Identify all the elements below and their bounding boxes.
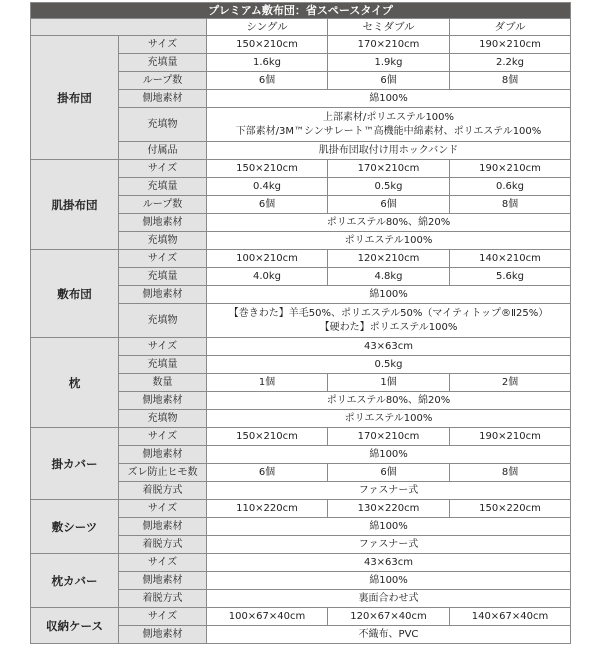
- column-header-double: ダブル: [450, 19, 571, 36]
- table-row: [31, 500, 571, 518]
- value-cell: 0.4kg: [207, 178, 328, 196]
- value-cell: 綿100%: [207, 518, 571, 536]
- value-cell: 8個: [450, 464, 571, 482]
- row-label: サイズ: [119, 500, 207, 518]
- value-cell: 綿100%: [207, 90, 571, 108]
- title-row: [31, 3, 571, 19]
- value-cell: 100×67×40cm: [207, 608, 328, 626]
- row-label: 充填量: [119, 356, 207, 374]
- value-cell: 190×210cm: [450, 428, 571, 446]
- row-label: 着脱方式: [119, 536, 207, 554]
- row-label: 側地素材: [119, 214, 207, 232]
- value-cell: 0.6kg: [450, 178, 571, 196]
- value-cell: 170×210cm: [328, 428, 450, 446]
- row-label: 着脱方式: [119, 482, 207, 500]
- value-cell: 綿100%: [207, 572, 571, 590]
- value-cell: 43×63cm: [207, 338, 571, 356]
- spec-table-body: [31, 3, 571, 644]
- value-cell: 130×220cm: [328, 500, 450, 518]
- value-cell: 1個: [328, 374, 450, 392]
- row-label: 充填物: [119, 108, 207, 142]
- value-cell: 120×67×40cm: [328, 608, 450, 626]
- row-label: 充填量: [119, 268, 207, 286]
- value-cell: 0.5kg: [207, 356, 571, 374]
- value-cell: 170×210cm: [328, 36, 450, 54]
- value-cell: 110×220cm: [207, 500, 328, 518]
- row-label: 着脱方式: [119, 590, 207, 608]
- value-cell: 150×210cm: [207, 36, 328, 54]
- column-header-single: シングル: [207, 19, 328, 36]
- table-title: プレミアム敷布団：省スペースタイプ: [31, 3, 571, 19]
- value-cell: 綿100%: [207, 286, 571, 304]
- row-label: サイズ: [119, 554, 207, 572]
- value-cell: 120×210cm: [328, 250, 450, 268]
- row-label: 充填量: [119, 54, 207, 72]
- header-corner: [31, 19, 207, 36]
- row-label: サイズ: [119, 428, 207, 446]
- value-cell: 1.6kg: [207, 54, 328, 72]
- row-label: 側地素材: [119, 286, 207, 304]
- value-cell: 8個: [450, 196, 571, 214]
- value-cell: 6個: [328, 196, 450, 214]
- value-cell: 裏面合わせ式: [207, 590, 571, 608]
- row-label: 側地素材: [119, 572, 207, 590]
- row-label: ズレ防止ヒモ数: [119, 464, 207, 482]
- value-cell: 140×210cm: [450, 250, 571, 268]
- row-label: 側地素材: [119, 518, 207, 536]
- table-row: [31, 428, 571, 446]
- table-row: [31, 608, 571, 626]
- value-cell: 140×67×40cm: [450, 608, 571, 626]
- table-row: [31, 250, 571, 268]
- value-cell: 6個: [328, 72, 450, 90]
- spec-table: [30, 2, 571, 644]
- column-header-row: [31, 19, 571, 36]
- table-row: [31, 160, 571, 178]
- row-label: 側地素材: [119, 626, 207, 644]
- category-cell: 肌掛布団: [31, 160, 119, 250]
- value-cell: 190×210cm: [450, 36, 571, 54]
- row-label: ループ数: [119, 196, 207, 214]
- category-cell: 枕: [31, 338, 119, 428]
- row-label: サイズ: [119, 608, 207, 626]
- value-cell: 6個: [328, 464, 450, 482]
- table-row: [31, 338, 571, 356]
- value-cell: 1個: [207, 374, 328, 392]
- row-label: ループ数: [119, 72, 207, 90]
- value-cell: 6個: [207, 72, 328, 90]
- value-cell: 不織布、PVC: [207, 626, 571, 644]
- value-cell: 6個: [207, 464, 328, 482]
- value-cell: 5.6kg: [450, 268, 571, 286]
- value-cell: 150×210cm: [207, 428, 328, 446]
- category-cell: 敷布団: [31, 250, 119, 338]
- column-header-semi-double: セミダブル: [328, 19, 450, 36]
- value-cell: 上部素材/ポリエステル100% 下部素材/3M™シンサレート™高機能中綿素材、ポリエステル100%: [207, 108, 571, 142]
- row-label: 付属品: [119, 142, 207, 160]
- value-cell: 6個: [207, 196, 328, 214]
- category-cell: 枕カバー: [31, 554, 119, 608]
- row-label: 側地素材: [119, 446, 207, 464]
- value-cell: 43×63cm: [207, 554, 571, 572]
- row-label: サイズ: [119, 36, 207, 54]
- row-label: 側地素材: [119, 90, 207, 108]
- table-row: [31, 554, 571, 572]
- value-cell: 8個: [450, 72, 571, 90]
- category-cell: 掛布団: [31, 36, 119, 160]
- value-cell: 【巻きわた】羊毛50%、ポリエステル50%（マイティトップ®Ⅱ25%） 【硬わた】ポリエステル100%: [207, 304, 571, 338]
- value-cell: ファスナー式: [207, 482, 571, 500]
- row-label: サイズ: [119, 160, 207, 178]
- value-cell: ポリエステル80%、綿20%: [207, 392, 571, 410]
- value-cell: ファスナー式: [207, 536, 571, 554]
- value-cell: 0.5kg: [328, 178, 450, 196]
- value-cell: 190×210cm: [450, 160, 571, 178]
- value-cell: 綿100%: [207, 446, 571, 464]
- row-label: 側地素材: [119, 392, 207, 410]
- value-cell: ポリエステル100%: [207, 232, 571, 250]
- row-label: 充填物: [119, 304, 207, 338]
- value-cell: 2.2kg: [450, 54, 571, 72]
- table-row: [31, 36, 571, 54]
- value-cell: 150×220cm: [450, 500, 571, 518]
- value-cell: ポリエステル80%、綿20%: [207, 214, 571, 232]
- row-label: 充填量: [119, 178, 207, 196]
- value-cell: ポリエステル100%: [207, 410, 571, 428]
- value-cell: 2個: [450, 374, 571, 392]
- value-cell: 170×210cm: [328, 160, 450, 178]
- category-cell: 掛カバー: [31, 428, 119, 500]
- row-label: サイズ: [119, 338, 207, 356]
- row-label: 充填物: [119, 410, 207, 428]
- category-cell: 収納ケース: [31, 608, 119, 644]
- value-cell: 150×210cm: [207, 160, 328, 178]
- value-cell: 100×210cm: [207, 250, 328, 268]
- row-label: サイズ: [119, 250, 207, 268]
- value-cell: 肌掛布団取付け用ホックバンド: [207, 142, 571, 160]
- value-cell: 4.0kg: [207, 268, 328, 286]
- value-cell: 4.8kg: [328, 268, 450, 286]
- category-cell: 敷シーツ: [31, 500, 119, 554]
- value-cell: 1.9kg: [328, 54, 450, 72]
- row-label: 数量: [119, 374, 207, 392]
- row-label: 充填物: [119, 232, 207, 250]
